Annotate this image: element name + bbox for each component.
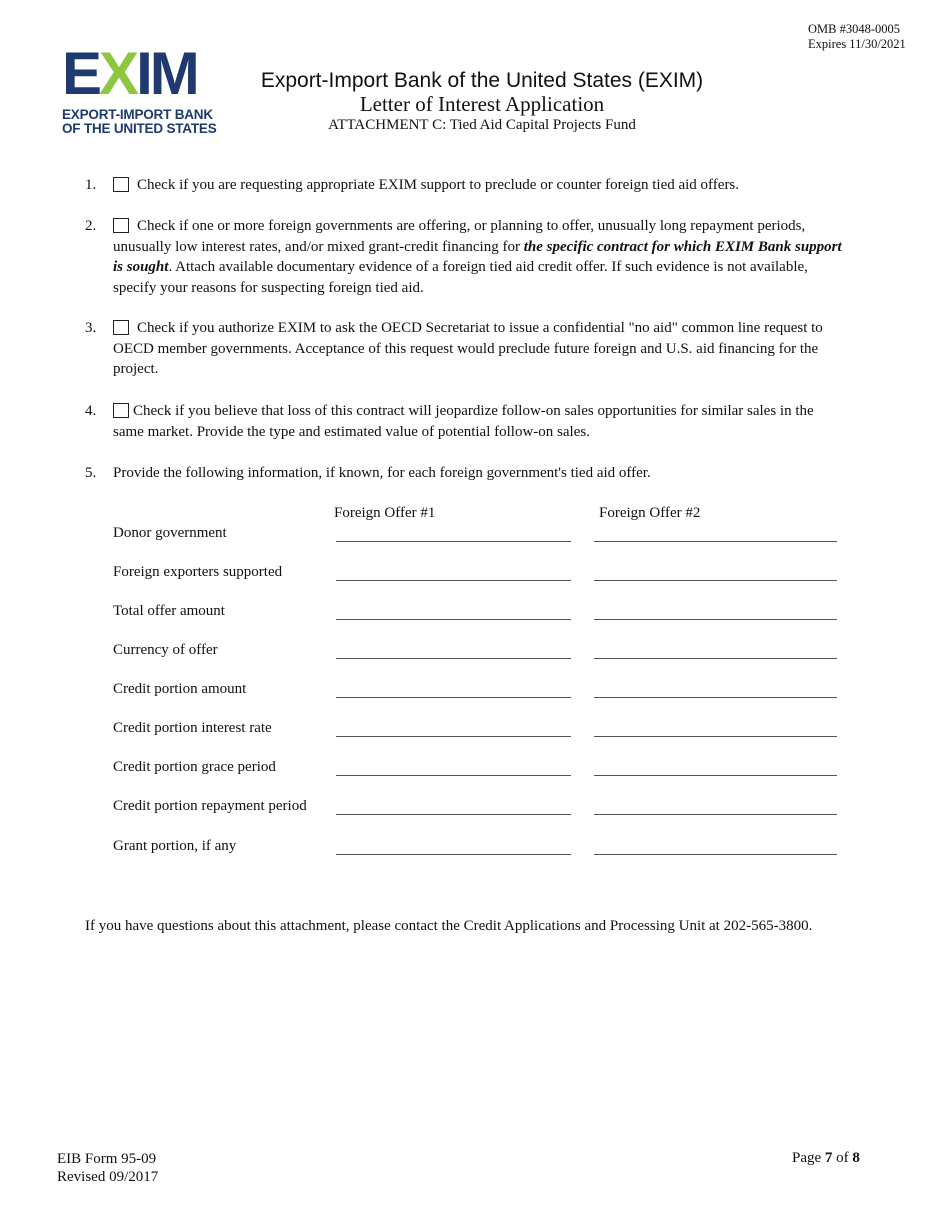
offer-1-total-offer-amount-field[interactable] [336, 619, 571, 620]
offer-1-foreign-exporters-field[interactable] [336, 580, 571, 581]
item-text-cont: . Attach available documentary evidence of a foreign tied aid credit offer. If such evidence is not available, specify your reasons for suspecting foreign tied aid. [113, 259, 808, 296]
omb-expiry: Expires 11/30/2021 [808, 37, 906, 51]
item-text: Check if you believe that loss of this contract will jeopardize follow-on sales opportunities for similar sales in the same market. Provide the type and estimated value of potential follow-on sales. [113, 403, 814, 440]
contact-note: If you have questions about this attachment, please contact the Credit Applications and Processing Unit at 202-565-3800. [85, 918, 813, 934]
offer-1-credit-portion-amount-field[interactable] [336, 697, 571, 698]
item-number: 4. [85, 403, 97, 419]
offer-1-grant-portion-field[interactable] [336, 854, 571, 855]
page-current: 7 [824, 1150, 833, 1166]
logo-tagline [62, 108, 217, 136]
attachment-subtitle: ATTACHMENT C: Tied Aid Capital Projects Fund [328, 117, 636, 133]
offer-2-currency-field[interactable] [594, 658, 837, 659]
page-sep: of [832, 1150, 853, 1166]
offer-1-currency-field[interactable] [336, 658, 571, 659]
offer-2-grace-period-field[interactable] [594, 775, 837, 776]
row-label-grace-period: Credit portion grace period [113, 759, 276, 775]
omb-block [808, 22, 906, 52]
item-emphasis: the specific contract for which EXIM Bank support is sought [113, 238, 842, 275]
page-number [792, 1150, 860, 1167]
offer-2-credit-portion-amount-field[interactable] [594, 697, 837, 698]
row-label-total-offer-amount: Total offer amount [113, 603, 225, 619]
logo-line-1: EXPORT-IMPORT BANK [62, 107, 213, 122]
checkbox-foreign-offers[interactable] [113, 218, 129, 233]
checkbox-preclude-tied-aid[interactable] [113, 177, 129, 192]
item-number: 5. [85, 465, 97, 481]
offer-1-repayment-period-field[interactable] [336, 814, 571, 815]
form-title: Letter of Interest Application [359, 92, 605, 116]
item-text: Check if you are requesting appropriate EXIM support to preclude or counter foreign tied aid offers. [137, 177, 740, 193]
offer-2-total-offer-amount-field[interactable] [594, 619, 837, 620]
offer-2-foreign-exporters-field[interactable] [594, 580, 837, 581]
omb-number: OMB #3048-0005 [808, 22, 901, 36]
offer-2-donor-government-field[interactable] [594, 541, 837, 542]
org-name: Export-Import Bank of the United States (EXIM) [260, 69, 704, 92]
item-number: 3. [85, 320, 97, 336]
page-total: 8 [852, 1150, 860, 1166]
checkbox-oecd-no-aid[interactable] [113, 320, 129, 335]
column-header-offer-2: Foreign Offer #2 [599, 505, 701, 521]
row-label-credit-portion-amount: Credit portion amount [113, 681, 247, 697]
row-label-interest-rate: Credit portion interest rate [113, 720, 272, 736]
row-label-foreign-exporters: Foreign exporters supported [113, 564, 283, 580]
logo-line-2: OF THE UNITED STATES [62, 121, 217, 136]
offer-1-donor-government-field[interactable] [336, 541, 571, 542]
checkbox-follow-on-sales[interactable] [113, 403, 129, 418]
form-footer [57, 1150, 158, 1186]
offer-2-grant-portion-field[interactable] [594, 854, 837, 855]
form-number: EIB Form 95-09 [57, 1151, 157, 1167]
item-number: 2. [85, 218, 97, 234]
row-label-grant-portion: Grant portion, if any [113, 838, 237, 854]
offer-1-grace-period-field[interactable] [336, 775, 571, 776]
row-label-repayment-period: Credit portion repayment period [113, 798, 307, 814]
offer-2-interest-rate-field[interactable] [594, 736, 837, 737]
row-label-currency: Currency of offer [113, 642, 218, 658]
exim-logo [62, 40, 222, 140]
revision-date: Revised 09/2017 [57, 1169, 159, 1185]
column-header-offer-1: Foreign Offer #1 [334, 505, 436, 521]
item-text: Check if you authorize EXIM to ask the OECD Secretariat to issue a confidential "no aid" common line request to OECD member governments. Acceptance of this request would preclude future foreign and U.S. aid financing for the project. [113, 320, 823, 377]
item-number: 1. [85, 177, 97, 193]
logo-wordmark: EXIM [62, 40, 197, 107]
page-prefix: Page [792, 1150, 825, 1166]
offer-2-repayment-period-field[interactable] [594, 814, 837, 815]
item-text: Check if one or more foreign governments are offering, or planning to offer, unusually long repayment periods, unusually low interest rates, and/or mixed grant-credit financing for [113, 218, 806, 255]
row-label-donor-government: Donor government [113, 525, 227, 541]
item-text: Provide the following information, if known, for each foreign government's tied aid offer. [113, 465, 651, 481]
offer-1-interest-rate-field[interactable] [336, 736, 571, 737]
